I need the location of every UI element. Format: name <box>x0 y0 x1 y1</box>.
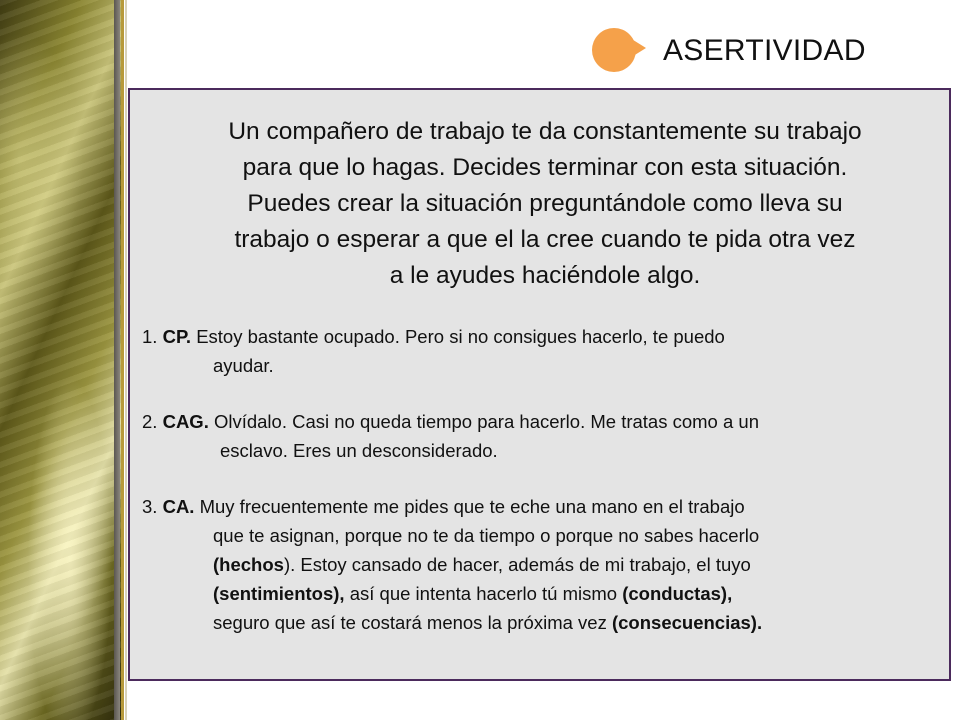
intro-line: trabajo o esperar a que el la cree cuando te pida otra vez <box>234 226 856 253</box>
slide-title: ASERTIVIDAD <box>663 34 866 67</box>
title-bullet-arrow-icon <box>630 38 646 58</box>
item-code: CAG. <box>162 411 209 432</box>
intro-line: a le ayudes haciéndole algo. <box>389 262 701 289</box>
response-line <box>142 579 762 608</box>
item-text: esclavo. Eres un desconsiderado. <box>220 440 498 461</box>
item-text: Olvídalo. Casi no queda tiempo para hacerlo. Me tratas como a un <box>213 411 759 432</box>
item-code: CP. <box>162 326 192 347</box>
item-emphasis: (hechos <box>213 554 284 575</box>
item-text: Estoy bastante ocupado. Pero si no consigues hacerlo, te puedo <box>196 326 725 347</box>
intro-line: Un compañero de trabajo te da constantemente su trabajo <box>228 118 862 145</box>
response-item-1 <box>142 322 725 380</box>
intro-line: para que lo hagas. Decides terminar con esta situación. <box>242 154 848 181</box>
response-line <box>142 492 762 521</box>
response-item-3 <box>142 492 762 637</box>
item-text: ayudar. <box>213 355 274 376</box>
response-line <box>142 608 762 637</box>
item-number: 3. <box>142 496 158 517</box>
item-text: que te asignan, porque no te da tiempo o porque no sabes hacerlo <box>213 525 760 546</box>
item-emphasis: (conductas), <box>622 583 733 604</box>
item-number: 2. <box>142 411 158 432</box>
item-text: ). Estoy cansado de hacer, además de mi trabajo, el tuyo <box>283 554 751 575</box>
item-text: Muy frecuentemente me pides que te eche una mano en el trabajo <box>199 496 745 517</box>
response-line <box>142 407 759 436</box>
side-stripe-dark <box>114 0 120 720</box>
response-item-2 <box>142 407 759 465</box>
intro-line: Puedes crear la situación preguntándole como lleva su <box>247 190 843 217</box>
response-line <box>142 322 725 351</box>
item-number: 1. <box>142 326 158 347</box>
item-text: seguro que así te costará menos la próxima vez <box>213 612 612 633</box>
side-stripe-light <box>125 0 127 720</box>
item-emphasis: (sentimientos), <box>213 583 345 604</box>
item-code: CA. <box>162 496 195 517</box>
decorative-side-panel <box>0 0 122 720</box>
item-emphasis: (consecuencias). <box>611 612 763 633</box>
item-text: así que intenta hacerlo tú mismo <box>344 583 623 604</box>
intro-paragraph <box>150 114 940 294</box>
response-line <box>142 550 762 579</box>
side-stripe-gold <box>121 0 124 720</box>
